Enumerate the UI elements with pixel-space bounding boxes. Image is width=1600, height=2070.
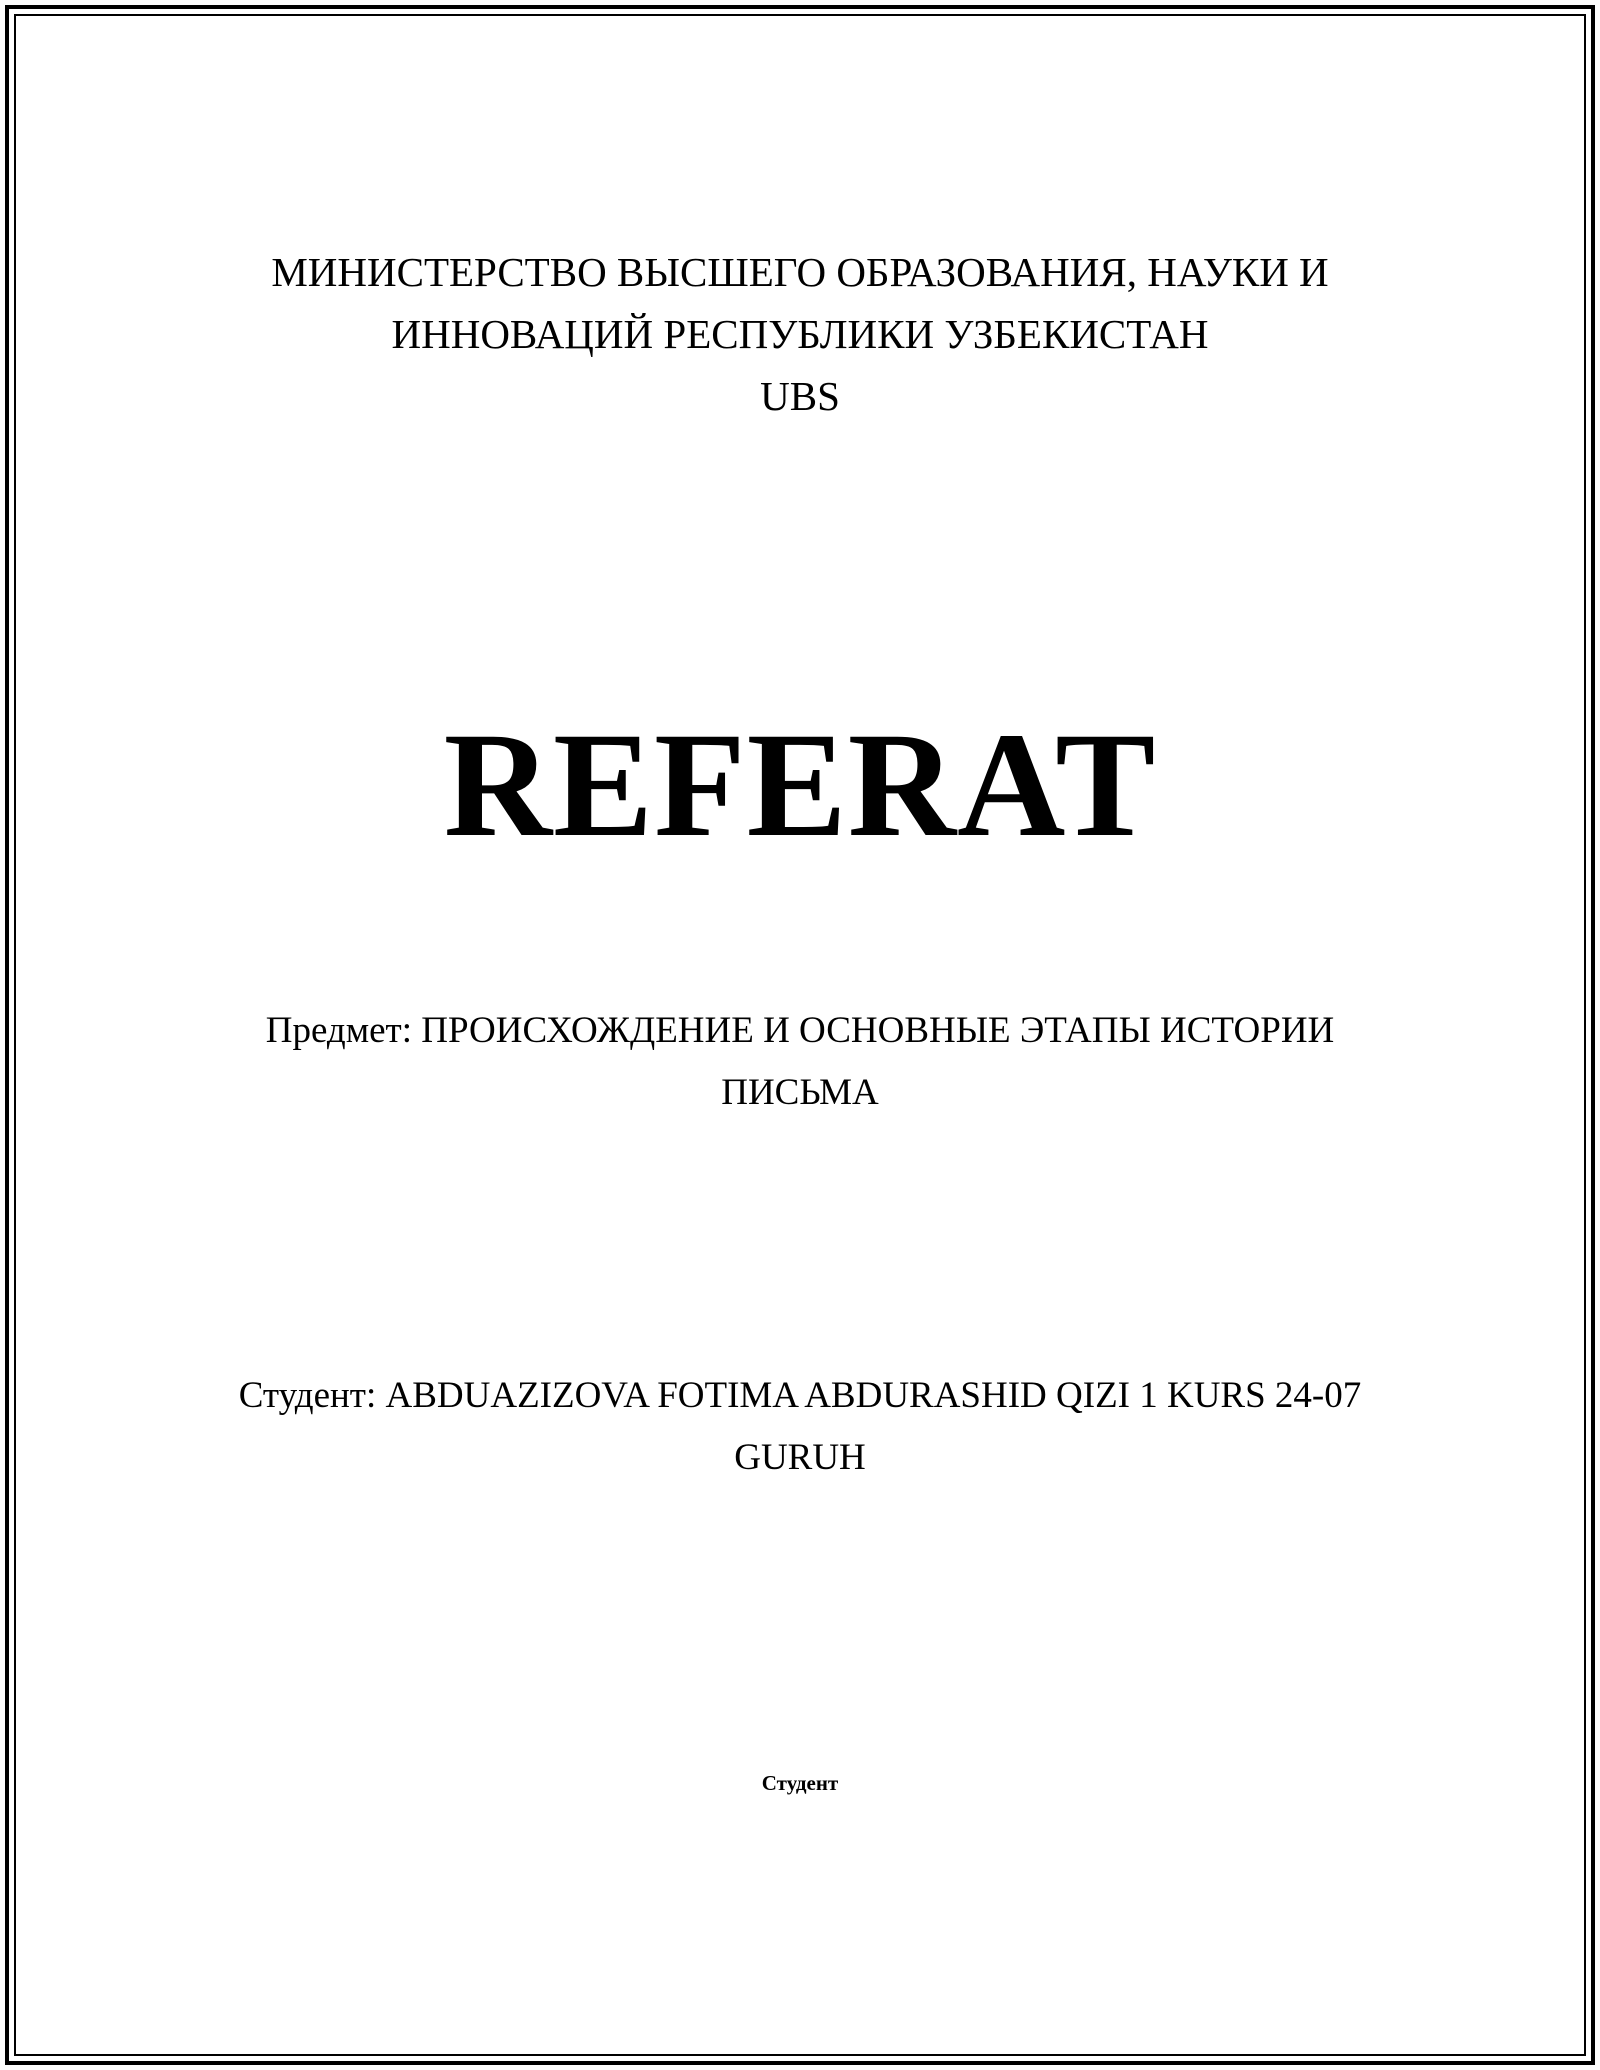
institution-name: UBS — [760, 373, 840, 419]
ministry-header-line-1: МИНИСТЕРСТВО ВЫСШЕГО ОБРАЗОВАНИЯ, НАУКИ И — [271, 249, 1329, 295]
ministry-header — [0, 241, 1600, 427]
signature-label: Студент — [761, 1771, 839, 1795]
subject-line-2: ПИСЬМА — [721, 1072, 879, 1113]
subject-block — [0, 1000, 1600, 1124]
ministry-header-line-2: ИННОВАЦИЙ РЕСПУБЛИКИ УЗБЕКИСТАН — [391, 311, 1209, 357]
student-line-1: Студент: ABDUAZIZOVA FOTIMA ABDURASHID QIZI 1 KURS 24-07 — [238, 1375, 1362, 1416]
document-title: REFERAT — [443, 702, 1157, 868]
subject-line-1: Предмет: ПРОИСХОЖДЕНИЕ И ОСНОВНЫЕ ЭТАПЫ ИСТОРИИ — [265, 1010, 1335, 1051]
student-block — [0, 1365, 1600, 1489]
student-line-2: GURUH — [734, 1437, 866, 1478]
